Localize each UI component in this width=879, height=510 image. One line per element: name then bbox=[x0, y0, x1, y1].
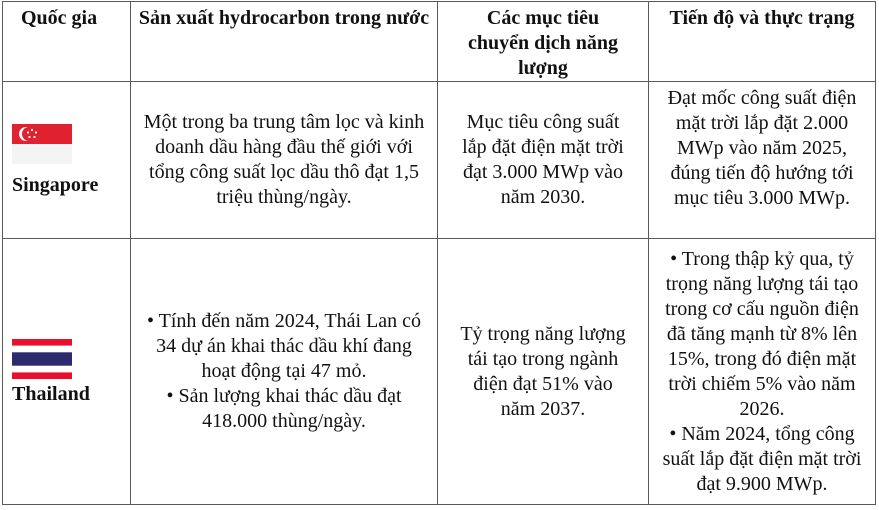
production-cell bbox=[131, 82, 438, 239]
production-bullet: • Tính đến năm 2024, Thái Lan có 34 dự án khai thác dầu khí đang hoạt động tại 47 mỏ. bbox=[147, 310, 421, 382]
targets-text: Tỷ trọng năng lượng tái tạo trong ngành điện đạt 51% vào năm 2037. bbox=[460, 322, 626, 420]
country-name: Thailand bbox=[12, 382, 90, 405]
progress-bullet: • Trong thập kỷ qua, tỷ trọng năng lượng tái tạo trong cơ cấu nguồn điện đã tăng mạnh từ 8% lên 15%, trong đó điện mặt trời chiếm 5% vào năm 2026. bbox=[665, 248, 859, 420]
progress-cell bbox=[649, 82, 876, 239]
singapore-flag-icon bbox=[12, 124, 72, 164]
targets-cell bbox=[438, 239, 649, 505]
table-row bbox=[3, 239, 876, 505]
progress-text: Đạt mốc công suất điện mặt trời lắp đặt 2.000 MWp vào năm 2025, đúng tiến độ hướng tới mục tiêu 3.000 MWp. bbox=[667, 87, 857, 209]
targets-cell bbox=[438, 82, 649, 239]
production-cell bbox=[131, 239, 438, 505]
header-targets-text: Các mục tiêu chuyển dịch năng lượng bbox=[467, 7, 619, 79]
header-production bbox=[131, 2, 438, 82]
targets-text: Mục tiêu công suất lắp đặt điện mặt trời đạt 3.000 MWp vào năm 2030. bbox=[462, 111, 624, 208]
production-text: Một trong ba trung tâm lọc và kinh doanh dầu hàng đầu thế giới với tổng công suất lọc dầu thô đạt 1,5 triệu thùng/ngày. bbox=[143, 111, 425, 208]
progress-cell bbox=[649, 239, 876, 505]
country-cell-thailand bbox=[3, 239, 131, 505]
header-production-text: Sản xuất hydrocarbon trong nước bbox=[138, 7, 430, 29]
header-country: Quốc gia bbox=[3, 2, 131, 82]
table-row bbox=[3, 82, 876, 239]
header-targets bbox=[438, 2, 649, 82]
production-bullet: • Sản lượng khai thác dầu đạt 418.000 thùng/ngày. bbox=[166, 385, 402, 432]
header-progress: Tiến độ và thực trạng bbox=[649, 2, 876, 82]
country-name: Singapore bbox=[12, 174, 99, 196]
table-header-row bbox=[3, 2, 876, 82]
progress-bullet: • Năm 2024, tổng công suất lắp đặt điện mặt trời đạt 9.900 MWp. bbox=[662, 423, 862, 495]
energy-transition-table bbox=[2, 1, 876, 505]
thailand-flag-icon bbox=[12, 339, 72, 379]
country-cell-singapore bbox=[3, 82, 131, 239]
